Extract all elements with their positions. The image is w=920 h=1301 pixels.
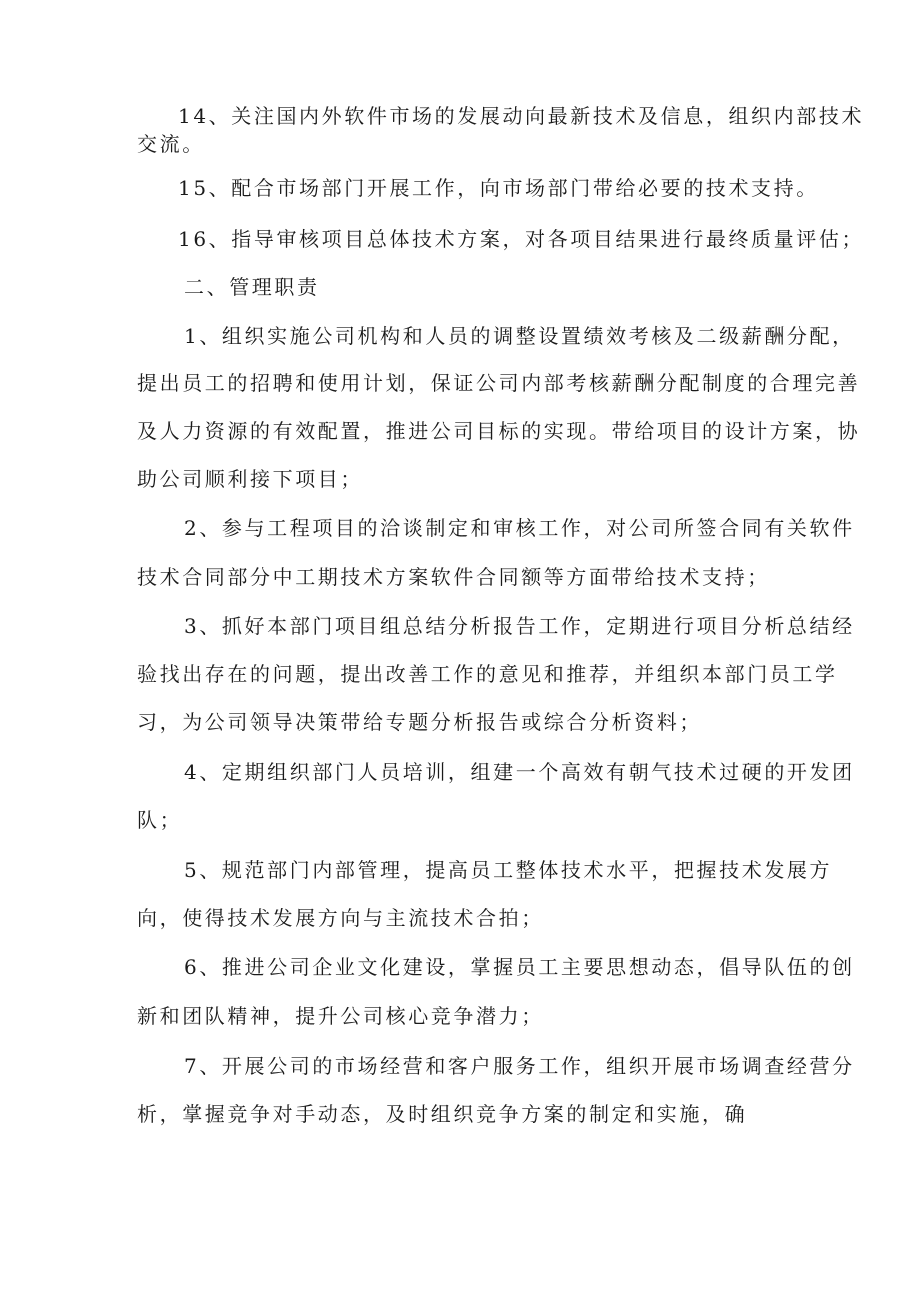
- paragraph-4-line-1: 4、定期组织部门人员培训，组建一个高效有朝气技术过硬的开发团: [184, 760, 855, 784]
- paragraph-16: 16、指导审核项目总体技术方案，对各项目结果进行最终质量评估；: [178, 227, 865, 251]
- paragraph-7-line-1: 7、开展公司的市场经营和客户服务工作，组织开展市场调查经营分: [184, 1054, 855, 1078]
- paragraph-3-line-1: 3、抓好本部门项目组总结分析报告工作，定期进行项目分析总结经: [184, 614, 855, 638]
- paragraph-1-line-3: 及人力资源的有效配置，推进公司目标的实现。带给项目的设计方案，协: [137, 419, 861, 443]
- paragraph-14-line-2: 交流。: [137, 132, 205, 156]
- paragraph-15: 15、配合市场部门开展工作，向市场部门带给必要的技术支持。: [178, 176, 819, 200]
- paragraph-3-line-3: 习，为公司领导决策带给专题分析报告或综合分析资料；: [137, 710, 702, 734]
- paragraph-3-line-2: 验找出存在的问题，提出改善工作的意见和推荐，并组织本部门员工学: [137, 662, 838, 686]
- paragraph-5-line-2: 向，使得技术发展方向与主流技术合拍；: [137, 906, 544, 930]
- paragraph-2-line-2: 技术合同部分中工期技术方案软件合同额等方面带给技术支持；: [137, 565, 770, 589]
- paragraph-1-line-4: 助公司顺利接下项目；: [137, 467, 363, 491]
- paragraph-2-line-1: 2、参与工程项目的洽谈制定和审核工作，对公司所签合同有关软件: [184, 516, 855, 540]
- section-heading-management-duties: 二、管理职责: [184, 275, 320, 299]
- paragraph-1-line-1: 1、组织实施公司机构和人员的调整设置绩效考核及二级薪酬分配，: [184, 324, 855, 348]
- paragraph-7-line-2: 析，掌握竞争对手动态，及时组织竞争方案的制定和实施，确: [137, 1102, 748, 1126]
- paragraph-4-line-2: 队；: [137, 808, 183, 832]
- paragraph-1-line-2: 提出员工的招聘和使用计划，保证公司内部考核薪酬分配制度的合理完善: [137, 371, 861, 395]
- paragraph-14-line-1: 14、关注国内外软件市场的发展动向最新技术及信息，组织内部技术: [178, 104, 865, 128]
- paragraph-6-line-1: 6、推进公司企业文化建设，掌握员工主要思想动态，倡导队伍的创: [184, 955, 855, 979]
- paragraph-6-line-2: 新和团队精神，提升公司核心竞争潜力；: [137, 1004, 544, 1028]
- paragraph-5-line-1: 5、规范部门内部管理，提高员工整体技术水平，把握技术发展方: [184, 858, 833, 882]
